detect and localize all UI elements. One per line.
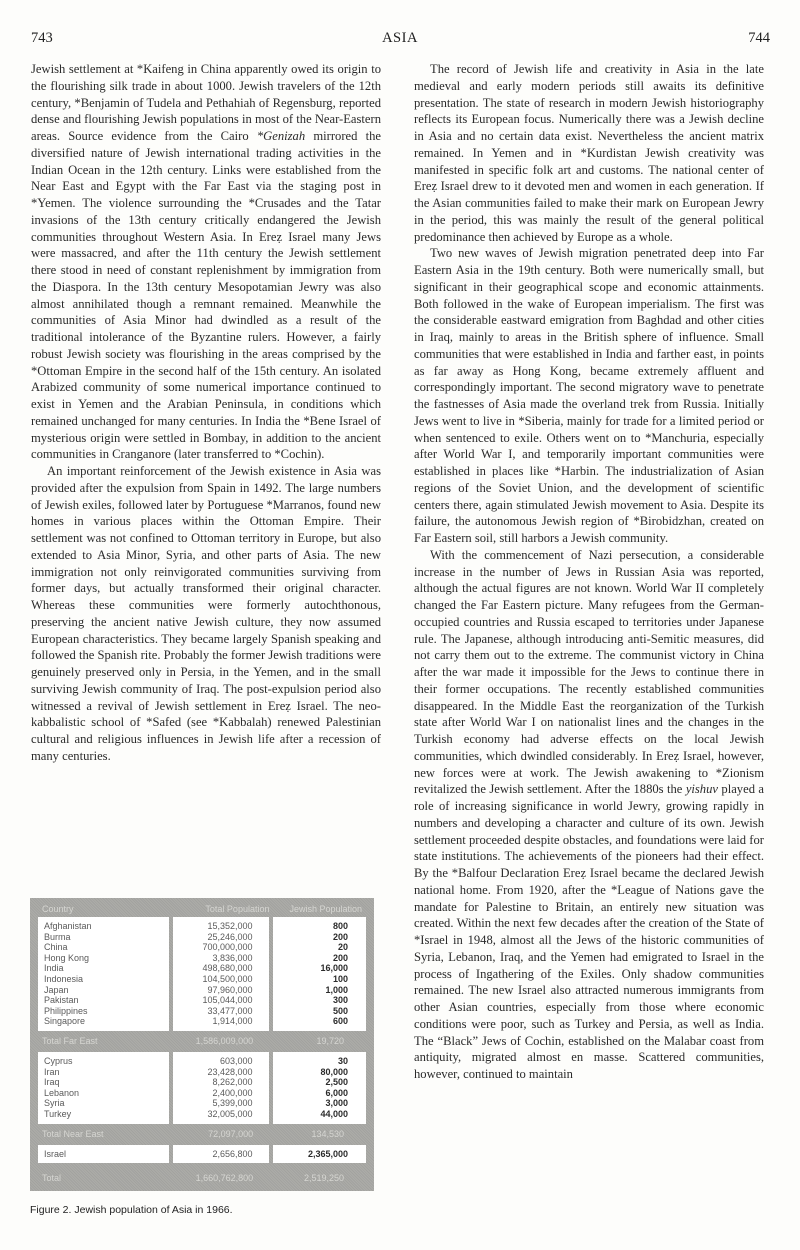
country-cell: Iraq [44,1077,60,1088]
jewish-population-column-box [273,1145,366,1164]
jewish-population-cell: 100 [332,973,348,984]
jewish-population-column-box [273,1052,366,1124]
column-header-total-population: Total Population [205,903,270,914]
jewish-population-cell: 3,000 [325,1098,348,1109]
jewish-population-cell: 200 [332,952,348,963]
total-population-cell: 5,399,000 [212,1098,253,1109]
total-population-cell: 25,246,000 [207,931,253,942]
country-cell: Philippines [44,1005,88,1016]
total-population-cell: 105,044,000 [202,995,253,1006]
jewish-population-cell: 16,000 [320,963,348,974]
paragraph: Two new waves of Jewish migration penetrated deep into Far Eastern Asia in the 19th century. Both were numerically small, but significant in their geographical scope and economic attainments. Both followed in the wake of European imperialism. The first was the considerable eastward emigration from Baghdad and other cities in Iraq, mainly to areas in the British sphere of influence. Small communities that were established in India and farther east, in points as far away as Hong Kong, became extremely affluent and correspondingly important. The second migratory wave to penetrate the fastnesses of Asia made the overland trek from Russia. Initially Jews went to live in *Siberia, mainly for trade for a limited period or when sentenced to exile. Others went on to *Manchuria, especially after World War I, and temporarily important communities were established in places like *Harbin. The industrialization of Asian regions of the Soviet Union, and the development of scientific centers there, again stimulated Jewish movement to Asia. Despite its failure, the autonomous Jewish region of *Birobidzhan, created on Far Eastern soil, still harbors a Jewish community. [414,246,764,545]
total-population-cell: 603,000 [219,1055,253,1066]
table-group [38,1052,366,1124]
table-body [38,917,366,1186]
left-column [31,61,381,765]
table-total-row [38,1033,366,1050]
total-label: Total [42,1172,62,1183]
population-table-figure [30,898,374,1216]
total-population-column-box [173,1145,268,1164]
country-column-box [38,917,169,1031]
right-column [414,61,764,1083]
jewish-population-sum: 19,720 [316,1036,344,1047]
total-label: Total Near East [42,1129,104,1139]
total-population-cell: 700,000,000 [202,942,253,953]
paragraph: An important reinforcement of the Jewish existence in Asia was provided after the expulsion from Spain in 1492. The large numbers of Jewish exiles, followed later by Portuguese *Marranos, found new homes in various places within the Ottoman Empire. Their settlement was not confined to Ottoman territory in Europe, but also extended to Asia Minor, Syria, and other parts of Asia. The new immigration not only reinvigorated communities surviving from former days, but actually transformed their original character. Whereas these communities were formerly autochthonous, preserving the ancient native Jewish culture, they now assumed European characteristics. They became largely Spanish speaking and followed the Spanish rite. Probably the former Jewish traditions were genuinely preserved only in Persia, in the Yemen, and in the small surviving Jewish community of Iraq. The post-expulsion period also witnessed a revival of Jewish settlement in Ereẓ Israel. The neo-kabbalistic school of *Safed (see *Kabbalah) renewed Palestinian cultural and religious influences in Jewish life after a recession of many centuries. [31,464,381,763]
table-group [38,1145,366,1164]
country-cell: Singapore [44,1016,86,1027]
jewish-population-cell: 500 [332,1005,348,1016]
country-cell: Turkey [44,1108,72,1119]
country-cell: Japan [44,984,69,995]
country-cell: China [44,942,68,953]
column-header-jewish-population: Jewish Population [289,903,362,914]
jewish-population-column-box [273,917,366,1031]
total-population-sum: 72,097,000 [208,1129,254,1139]
paragraph: With the commencement of Nazi persecution, a considerable increase in the number of Jews in Russian Asia was reported, although the actual figures are not known. World War II completely changed the Far Eastern picture. Many refugees from the German-occupied countries and Russia escaped to territories under Japanese rule. The Japanese, although introducing anti-Semitic measures, did not carry them out to the extreme. The communist victory in China after the war made it impossible for the Jews to continue there in their former occupations. The recently established communities disappeared. In the Middle East the reorganization of the Turkish state after World War I on nationalist lines and the changes in the Turkish economy had adverse effects on the local Jewish communities, which dwindled considerably. In Ereẓ Israel, however, new forces were at work. The Jewish awakening to *Zionism revitalized the Jewish settlement. After the 1880s the yishuv played a role of increasing significance in world Jewry, growing rapidly in numbers and developing a character and culture of its own. Jewish settlement proceeded despite obstacles, and foundations were laid for state institutions. The achievements of the pioneers had their effect. By the *Balfour Declaration Ereẓ Israel became the declared Jewish national home. From 1920, after the *League of Nations gave the mandate for Palestine to Britain, an entirely new situation was created. Within the next few decades after the creation of the State of *Israel in 1948, almost all the Jews of the historic communities of Syria, Lebanon, Iraq, and the Yemen had emigrated to Israel in the process of Ingathering of the Exiles. Only shadow communities remained. The new Israel also attracted numerous immigrants from other Asian countries, especially from those where economic conditions were poor, such as Turkey and Persia, as well as India. The “Black” Jews of Cochin, established on the Malabar coast from antiquity, migrated almost en masse. Scattered communities, however, continued to maintain [414,547,764,1081]
page-number-right: 744 [748,30,770,46]
country-cell: Hong Kong [44,952,90,963]
column-header-country: Country [42,903,74,914]
country-cell: Syria [44,1098,65,1109]
total-population-sum: 1,660,762,800 [195,1172,254,1183]
jewish-population-cell: 800 [332,921,348,931]
running-title: ASIA [382,30,418,46]
table-total-row [38,1169,366,1186]
jewish-population-cell: 80,000 [320,1066,348,1077]
jewish-population-cell: 1,000 [325,984,348,995]
country-cell: Afghanistan [44,921,92,931]
country-cell: Iran [44,1066,60,1077]
jewish-population-cell: 30 [337,1055,348,1066]
total-population-column-box [173,917,268,1031]
jewish-population-cell: 2,500 [325,1077,348,1088]
total-population-cell: 1,914,000 [212,1016,253,1027]
total-population-cell: 498,680,000 [202,963,253,974]
country-column-box [38,1145,169,1164]
jewish-population-cell: 20 [337,942,348,953]
table-header-row [38,900,366,917]
total-population-cell: 32,005,000 [207,1108,253,1119]
country-cell: India [44,963,64,974]
table-group [38,917,366,1031]
figure-caption: Figure 2. Jewish population of Asia in 1966. [30,1204,233,1217]
total-population-cell: 97,960,000 [207,984,253,995]
country-cell: Cyprus [44,1055,73,1066]
country-column-box [38,1052,169,1124]
total-population-cell: 15,352,000 [207,921,253,931]
table-total-row [38,1126,366,1143]
jewish-population-cell: 200 [332,931,348,942]
population-table [30,898,374,1191]
jewish-population-sum: 2,519,250 [303,1172,344,1183]
total-population-cell: 23,428,000 [207,1066,253,1077]
total-population-cell: 2,656,800 [212,1148,253,1159]
total-population-cell: 2,400,000 [212,1087,253,1098]
jewish-population-sum: 134,530 [311,1129,344,1139]
country-cell: Israel [44,1148,67,1159]
paragraph: The record of Jewish life and creativity in Asia in the late medieval and early modern periods still awaits its definitive presentation. The state of research in modern Jewish historiography reflects its European focus. Numerically there was a Jewish decline in Asia and no certain data exist. Nevertheless the ancient matrix remained. In Yemen and in *Kurdistan Jewish creativity was manifested in specific folk art and customs. The national center of Ereẓ Israel drew to it devoted men and women in each generation. If the Asian communities failed to make their mark on European Jewry in the period, this was mainly the result of the general political predominance then achieved by Europe as a whole. [414,62,764,244]
page-number-left: 743 [31,30,53,46]
total-population-cell: 3,836,000 [212,952,253,963]
total-population-cell: 104,500,000 [202,973,253,984]
country-cell: Burma [44,931,71,942]
paragraph: Jewish settlement at *Kaifeng in China apparently owed its origin to the flourishing silk trade in about 1000. Jewish travelers of the 12th century, *Benjamin of Tudela and Pethahiah of Regensburg, reported dense and flourishing Jewish populations in most of the Near-Eastern areas. Source evidence from the Cairo *Genizah mirrored the diversified nature of Jewish international trading activities in the Indian Ocean in the 12th century. Links were established from the Near East and Egypt with the Far East via the staging post in *Yemen. The violence surrounding the *Crusades and the Tatar invasions of the 13th century critically endangered the Jewish communities throughout Western Asia. In Ereẓ Israel many Jews were massacred, and after the 11th century the Jewish settlement there stood in need of constant replenishment by immigration from the Diaspora. In the 13th century Mesopotamian Jewry was also almost annihilated though a remnant remained. Meanwhile the communities of Asia Minor had dwindled as a result of the traditional intolerance of the Byzantine rulers. However, a fairly robust Jewish society was flourishing in the areas comprised by the *Ottoman Empire in the second half of the 15th century. An isolated Arabized community of some numerical importance continued to exist in Yemen and the Arabian Peninsula, in conditions which remained unchanged for many centuries. In India the *Bene Israel of mysterious origin were settled in Bombay, in addition to the ancient communities in Cranganore (later transferred to *Cochin). [31,62,381,462]
total-population-cell: 33,477,000 [207,1005,253,1016]
total-label: Total Far East [42,1036,98,1047]
total-population-sum: 1,586,009,000 [195,1036,254,1047]
jewish-population-cell: 44,000 [320,1108,348,1119]
country-cell: Indonesia [44,973,84,984]
country-cell: Pakistan [44,995,79,1006]
jewish-population-cell: 300 [332,995,348,1006]
jewish-population-cell: 2,365,000 [307,1148,348,1159]
jewish-population-cell: 6,000 [325,1087,348,1098]
jewish-population-cell: 600 [332,1016,348,1027]
country-cell: Lebanon [44,1087,80,1098]
total-population-cell: 8,262,000 [212,1077,253,1088]
total-population-column-box [173,1052,268,1124]
